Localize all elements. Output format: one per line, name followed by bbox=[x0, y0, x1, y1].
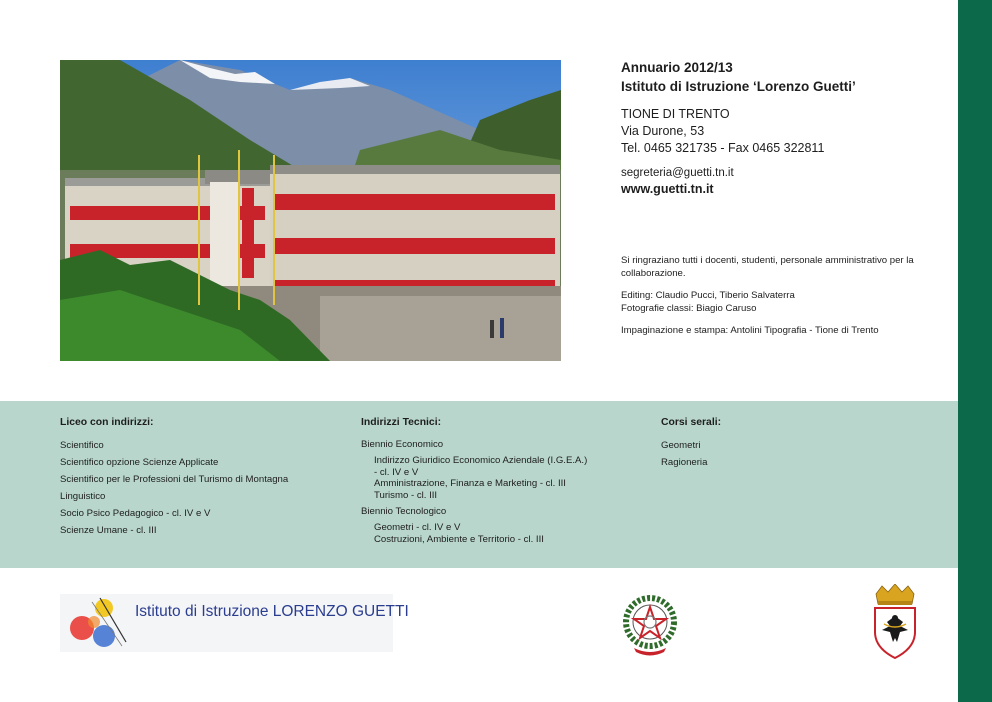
printing-text: Impaginazione e stampa: Antolini Tipografia - Tione di Trento bbox=[621, 325, 879, 336]
tecnici-heading: Indirizzi Tecnici: bbox=[361, 417, 442, 428]
italian-republic-emblem bbox=[620, 592, 680, 665]
green-side-stripe bbox=[958, 0, 992, 702]
thanks-text: Si ringraziano tutti i docenti, studenti, personale amministrativo per la collaborazione. bbox=[621, 255, 914, 279]
logo-prefix: Istituto di Istruzione bbox=[135, 603, 269, 620]
list-item: Turismo - cl. III bbox=[374, 489, 438, 501]
serali-column bbox=[661, 416, 721, 471]
list-item: Geometri - cl. IV e V bbox=[374, 522, 461, 533]
serali-heading: Corsi serali: bbox=[661, 417, 722, 428]
courses-band bbox=[0, 401, 958, 568]
editing-text: Editing: Claudio Pucci, Tiberio Salvaterra bbox=[621, 290, 795, 301]
email-link[interactable]: segreteria@guetti.tn.it bbox=[621, 167, 734, 179]
list-item: Ragioneria bbox=[661, 457, 708, 468]
website-link[interactable]: www.guetti.tn.it bbox=[621, 182, 714, 196]
list-item: Scienze Umane - cl. III bbox=[60, 525, 157, 536]
list-item: Indirizzo Giuridico Economico Aziendale (I.G.E.A.) bbox=[374, 455, 588, 466]
school-photo-illustration bbox=[60, 60, 561, 361]
institute-logo bbox=[60, 594, 409, 652]
tecnici-column bbox=[361, 416, 587, 545]
list-item: Linguistico bbox=[60, 491, 106, 502]
school-building-photo bbox=[60, 60, 561, 361]
contact-block bbox=[621, 165, 941, 197]
coat-of-arms-icon bbox=[870, 584, 920, 660]
yearbook-title: Annuario 2012/13 bbox=[621, 60, 733, 75]
list-item: Scientifico per le Professioni del Turismo di Montagna bbox=[60, 474, 289, 485]
phone-fax: Tel. 0465 321735 - Fax 0465 322811 bbox=[621, 141, 825, 155]
yearbook-info bbox=[621, 58, 941, 197]
list-item: Scientifico bbox=[60, 440, 104, 451]
biennio-tecnologico: Biennio Tecnologico bbox=[361, 506, 447, 517]
institute-name: Istituto di Istruzione ‘Lorenzo Guetti’ bbox=[621, 79, 856, 94]
republic-emblem-icon bbox=[620, 592, 680, 660]
logo-text bbox=[135, 603, 409, 621]
credits-block bbox=[621, 254, 936, 346]
list-item: - cl. IV e V bbox=[374, 466, 419, 478]
biennio-economico: Biennio Economico bbox=[361, 439, 444, 450]
address-block bbox=[621, 106, 941, 157]
street: Via Durone, 53 bbox=[621, 124, 705, 138]
list-item: Socio Psico Pedagogico - cl. IV e V bbox=[60, 508, 211, 519]
liceo-column bbox=[60, 416, 288, 539]
editing-photos bbox=[621, 289, 936, 315]
trentino-coat-of-arms bbox=[870, 584, 920, 665]
liceo-heading: Liceo con indirizzi: bbox=[60, 417, 154, 428]
city: TIONE DI TRENTO bbox=[621, 107, 730, 121]
photos-text: Fotografie classi: Biagio Caruso bbox=[621, 303, 757, 314]
list-item: Scientifico opzione Scienze Applicate bbox=[60, 457, 219, 468]
list-item: Amministrazione, Finanza e Marketing - cl. III bbox=[374, 478, 566, 489]
logo-name: LORENZO GUETTI bbox=[272, 603, 409, 620]
list-item: Geometri bbox=[661, 440, 701, 451]
list-item: Costruzioni, Ambiente e Territorio - cl. III bbox=[374, 533, 544, 545]
circles-logo-icon bbox=[60, 594, 135, 652]
